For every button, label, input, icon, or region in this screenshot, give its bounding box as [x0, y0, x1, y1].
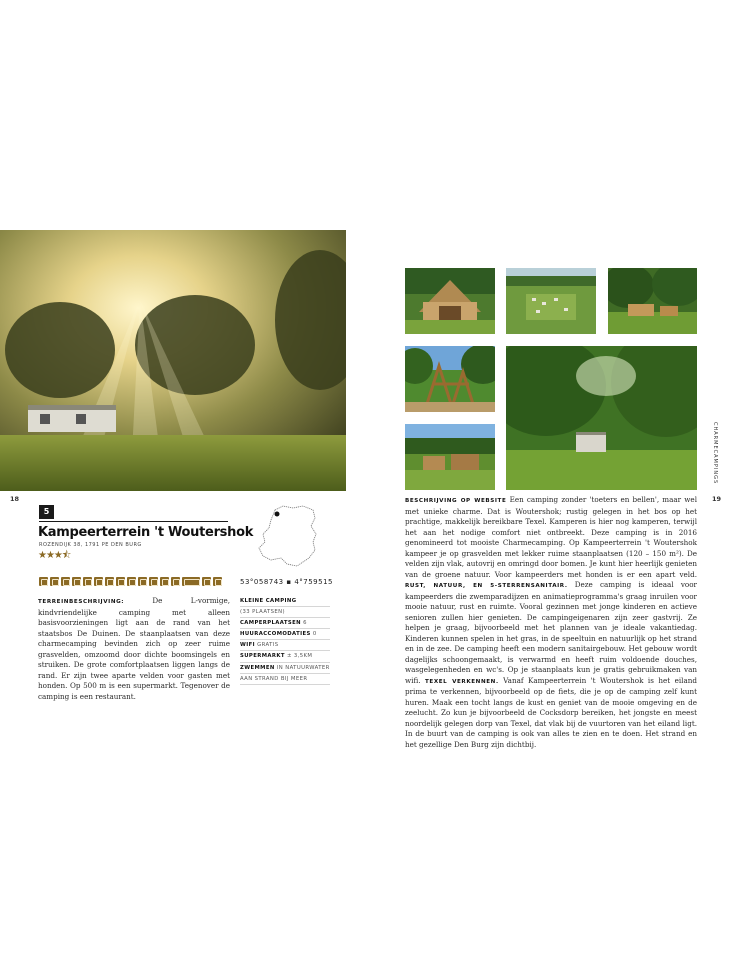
terrain-description — [38, 596, 230, 702]
page-number-left: 18 — [10, 495, 20, 503]
playground-icon — [127, 577, 136, 586]
restaurant-icon — [160, 577, 169, 586]
terrain-text: De L-vormige, kindvriendelijke camping met alleen basisvoorzieningen ligt aan de rand van het staatsbos De Duinen. De staanplaatsen van deze charmecamping bevinden zich op zeer ruime grasvelden, omzoomd door dichte boomsingels en struiken. De grote comfortplaatsen liggen langs de rand. Er zijn twee aparte velden voor gasten met honden. Op 500 m is een supermarkt. Tegenover de camping is een restaurant. — [38, 596, 230, 701]
photo-aerial-campsite — [506, 268, 596, 334]
title-rule — [39, 521, 228, 522]
accessibility-icon — [182, 577, 200, 586]
tent-icon — [39, 577, 48, 586]
page-number-right: 19 — [712, 495, 722, 503]
campsite-title: Kampeerterrein 't Woutershok — [38, 525, 254, 540]
electricity-icon — [171, 577, 180, 586]
campsite-number-badge: 5 — [39, 505, 54, 519]
fact-row: HUURACCOMODATIES 0 — [240, 629, 330, 640]
texel-label: TEXEL VERKENNEN. — [425, 678, 499, 685]
rust-label: RUST, NATUUR, EN 5-STERRENSANITAIR. — [405, 583, 568, 589]
caravan-icon — [50, 577, 59, 586]
bicycle-icon — [83, 577, 92, 586]
website-label: BESCHRIJVING OP WEBSITE — [405, 498, 507, 504]
star-rating: ★★★⯪ — [38, 550, 71, 561]
website-text: Een camping zonder 'toeters en bellen', maar wel met unieke charme. Dat is Woutershok; rustig gelegen in het bos op het prachtige, makkelijk bereikbare Texel. Kamperen is hier nog kamperen, terwijl het aan het nodige comfort niet ontbreekt. Deze camping is in 2016 genomineerd tot mooiste Charmecamping. Op Kampeerterrein 't Woutershok kampeer je op grasvelden met lekker ruime staanplaatsen (120 – 150 m²). De velden zijn vlak, autovrij en omringd door bomen. Je kunt hier heerlijk genieten van de groene natuur. Voor kampeerders met honden is er een apart veld. — [405, 495, 697, 579]
website-description — [405, 495, 697, 750]
pets-icon — [213, 577, 222, 586]
campsite-address: ROZENDIJK 38, 1791 PE DEN BURG — [39, 542, 142, 548]
hero-photo-sunrise-meadow — [0, 230, 346, 491]
rust-text: Deze camping is ideaal voor kampeerders die zwemparadijzen en animatieprogramma's graag inruilen voor mooie natuur, rust en ruimte. Vooral gezinnen met jonge kinderen en actieve senioren zullen hier genieten. De campingeigenaren zijn zeer gastvrij. Ze helpen je graag, bijvoorbeeld met het plannen van je ideale vakantiedag. Kinderen kunnen spelen in het gras, in de speeltuin en natuurlijk op het strand en in de zee. De camping heeft een modern sanitairgebouw. Het gebouw wordt dagelijks schoongemaakt, is verwarmd en heeft ruim voldoende douches, wasgelegenheden en wc's. Op je staanplaats kun je gratis gebruikmaken van wifi. — [405, 580, 697, 685]
fact-row: CAMPERPLAATSEN 6 — [240, 618, 330, 629]
toilet-icon — [105, 577, 114, 586]
fact-row: WIFI GRATIS — [240, 640, 330, 651]
photo-caravan-in-woods — [506, 346, 697, 490]
shop-icon — [149, 577, 158, 586]
washing-icon — [202, 577, 211, 586]
photo-safari-tent — [405, 268, 495, 334]
facility-icons — [39, 577, 222, 586]
swim-icon — [116, 577, 125, 586]
dog-icon — [72, 577, 81, 586]
wifi-icon — [138, 577, 147, 586]
terrain-label: TERREINBESCHRIJVING: — [38, 599, 125, 605]
section-label-vertical: CHARMECAMPINGS — [712, 422, 718, 485]
fact-row: ZWEMMEN IN NATUURWATER — [240, 663, 330, 674]
fact-row: KLEINE CAMPING — [240, 596, 330, 607]
facts-list — [240, 596, 330, 685]
camper-icon — [61, 577, 70, 586]
texel-text: Vanaf Kampeerterrein 't Woutershok is het eiland prima te verkennen, bijvoorbeeld op de fiets, die je op de camping zelf kunt huren. Maak een tocht langs de kust en geniet van de mooie omgeving en de zeelucht. Zo kun je bijvoorbeeld de Cocksdorp bereiken, het jongste en meest noordelijk gelegen dorp van Texel, dat vlak bij de vuurtoren van het eiland ligt. In de buurt van de camping is ook van alles te zien en te doen. Het strand en het gezellige Den Burg zijn dichtbij. — [405, 675, 697, 749]
netherlands-map-icon — [253, 500, 325, 572]
fact-row: AAN STRAND BIJ MEER — [240, 674, 330, 685]
photo-tents-in-forest — [608, 268, 697, 334]
shower-icon — [94, 577, 103, 586]
photo-playground — [405, 346, 495, 412]
gps-coordinates: 53°058743 ▪ 4°759515 — [240, 578, 333, 586]
fact-row: SUPERMARKT ± 3,5KM — [240, 651, 330, 662]
fact-row: (33 PLAATSEN) — [240, 607, 330, 618]
photo-lodge-tents — [405, 424, 495, 490]
